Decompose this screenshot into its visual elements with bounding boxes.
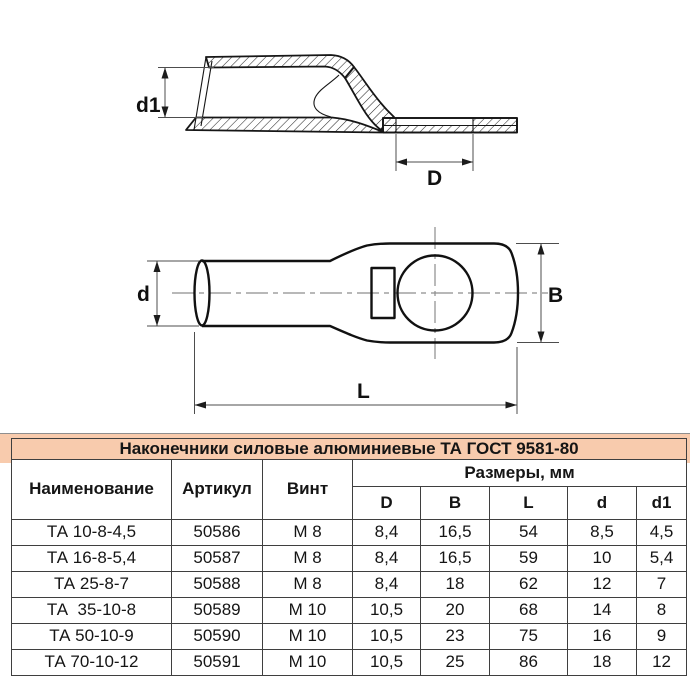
cell-name: ТА 35-10-8 — [12, 598, 172, 624]
cell-D: 10,5 — [353, 650, 421, 676]
cell-B: 18 — [421, 572, 490, 598]
header-dim-L: L — [490, 487, 568, 520]
cell-d1: 12 — [637, 650, 687, 676]
cell-article: 50590 — [172, 624, 263, 650]
cell-L: 86 — [490, 650, 568, 676]
cell-B: 20 — [421, 598, 490, 624]
dim-label-B: B — [548, 284, 564, 307]
cavity-end-curve — [314, 75, 339, 117]
cell-B: 25 — [421, 650, 490, 676]
cell-D: 10,5 — [353, 624, 421, 650]
cell-screw: М 10 — [263, 624, 353, 650]
table-row — [12, 520, 687, 546]
cell-name: ТА 10-8-4,5 — [12, 520, 172, 546]
cell-article: 50588 — [172, 572, 263, 598]
dim-label-D: D — [427, 167, 443, 190]
cell-article: 50589 — [172, 598, 263, 624]
cell-name: ТА 25-8-7 — [12, 572, 172, 598]
table-row — [12, 598, 687, 624]
header-screw: Винт — [263, 460, 353, 520]
cell-D: 8,4 — [353, 520, 421, 546]
top-plan-view — [137, 227, 563, 414]
L-arrow-left — [195, 402, 207, 409]
cell-name: ТА 16-8-5,4 — [12, 546, 172, 572]
cell-article: 50586 — [172, 520, 263, 546]
cell-screw: М 8 — [263, 520, 353, 546]
cell-L: 75 — [490, 624, 568, 650]
cell-d: 18 — [568, 650, 637, 676]
cell-L: 54 — [490, 520, 568, 546]
d-arrow-down — [154, 315, 161, 326]
cell-D: 8,4 — [353, 546, 421, 572]
header-name: Наименование — [12, 460, 172, 520]
cell-d1: 8 — [637, 598, 687, 624]
table-row — [12, 650, 687, 676]
cell-screw: М 10 — [263, 598, 353, 624]
cell-screw: М 8 — [263, 572, 353, 598]
cell-d: 10 — [568, 546, 637, 572]
dim-label-d1: d1 — [136, 94, 161, 117]
dim-label-L: L — [357, 380, 370, 403]
D-arrow-left — [396, 159, 407, 166]
cell-B: 16,5 — [421, 520, 490, 546]
cell-d1: 4,5 — [637, 520, 687, 546]
header-dims-group: Размеры, мм — [353, 460, 687, 487]
cell-D: 10,5 — [353, 598, 421, 624]
table-title: Наконечники силовые алюминиевые ТА ГОСТ 9581-80 — [12, 439, 687, 460]
cell-B: 23 — [421, 624, 490, 650]
cell-L: 59 — [490, 546, 568, 572]
table-row — [12, 624, 687, 650]
cell-d1: 7 — [637, 572, 687, 598]
table-row — [12, 572, 687, 598]
table-body — [12, 520, 687, 676]
cell-name: ТА 70-10-12 — [12, 650, 172, 676]
d1-arrow-down — [162, 107, 169, 118]
cell-D: 8,4 — [353, 572, 421, 598]
cell-name: ТА 50-10-9 — [12, 624, 172, 650]
cell-B: 16,5 — [421, 546, 490, 572]
cell-L: 62 — [490, 572, 568, 598]
L-arrow-right — [506, 402, 518, 409]
spec-table-head — [12, 439, 687, 520]
cell-article: 50591 — [172, 650, 263, 676]
cell-screw: М 10 — [263, 650, 353, 676]
B-arrow-up — [538, 244, 545, 255]
barrel-bottom-wall — [186, 118, 382, 133]
header-article: Артикул — [172, 460, 263, 520]
cell-L: 68 — [490, 598, 568, 624]
spec-table — [11, 438, 687, 676]
cell-d: 8,5 — [568, 520, 637, 546]
D-extension-lines — [396, 134, 473, 171]
table-row — [12, 546, 687, 572]
header-dim-B: B — [421, 487, 490, 520]
header-dim-d: d — [568, 487, 637, 520]
header-dim-D: D — [353, 487, 421, 520]
d-arrow-up — [154, 261, 161, 272]
dim-label-d: d — [137, 283, 150, 306]
barrel-top-wall — [206, 55, 354, 78]
cell-d: 14 — [568, 598, 637, 624]
palm-hatch-mid — [396, 126, 473, 133]
L-extension-lines — [195, 332, 518, 414]
cell-d1: 9 — [637, 624, 687, 650]
header-dim-d1: d1 — [637, 487, 687, 520]
cell-d: 16 — [568, 624, 637, 650]
D-arrow-right — [462, 159, 473, 166]
side-section-view — [136, 55, 517, 190]
cell-screw: М 8 — [263, 546, 353, 572]
B-arrow-down — [538, 332, 545, 343]
cell-article: 50587 — [172, 546, 263, 572]
cell-d: 12 — [568, 572, 637, 598]
cell-d1: 5,4 — [637, 546, 687, 572]
d1-arrow-up — [162, 68, 169, 79]
